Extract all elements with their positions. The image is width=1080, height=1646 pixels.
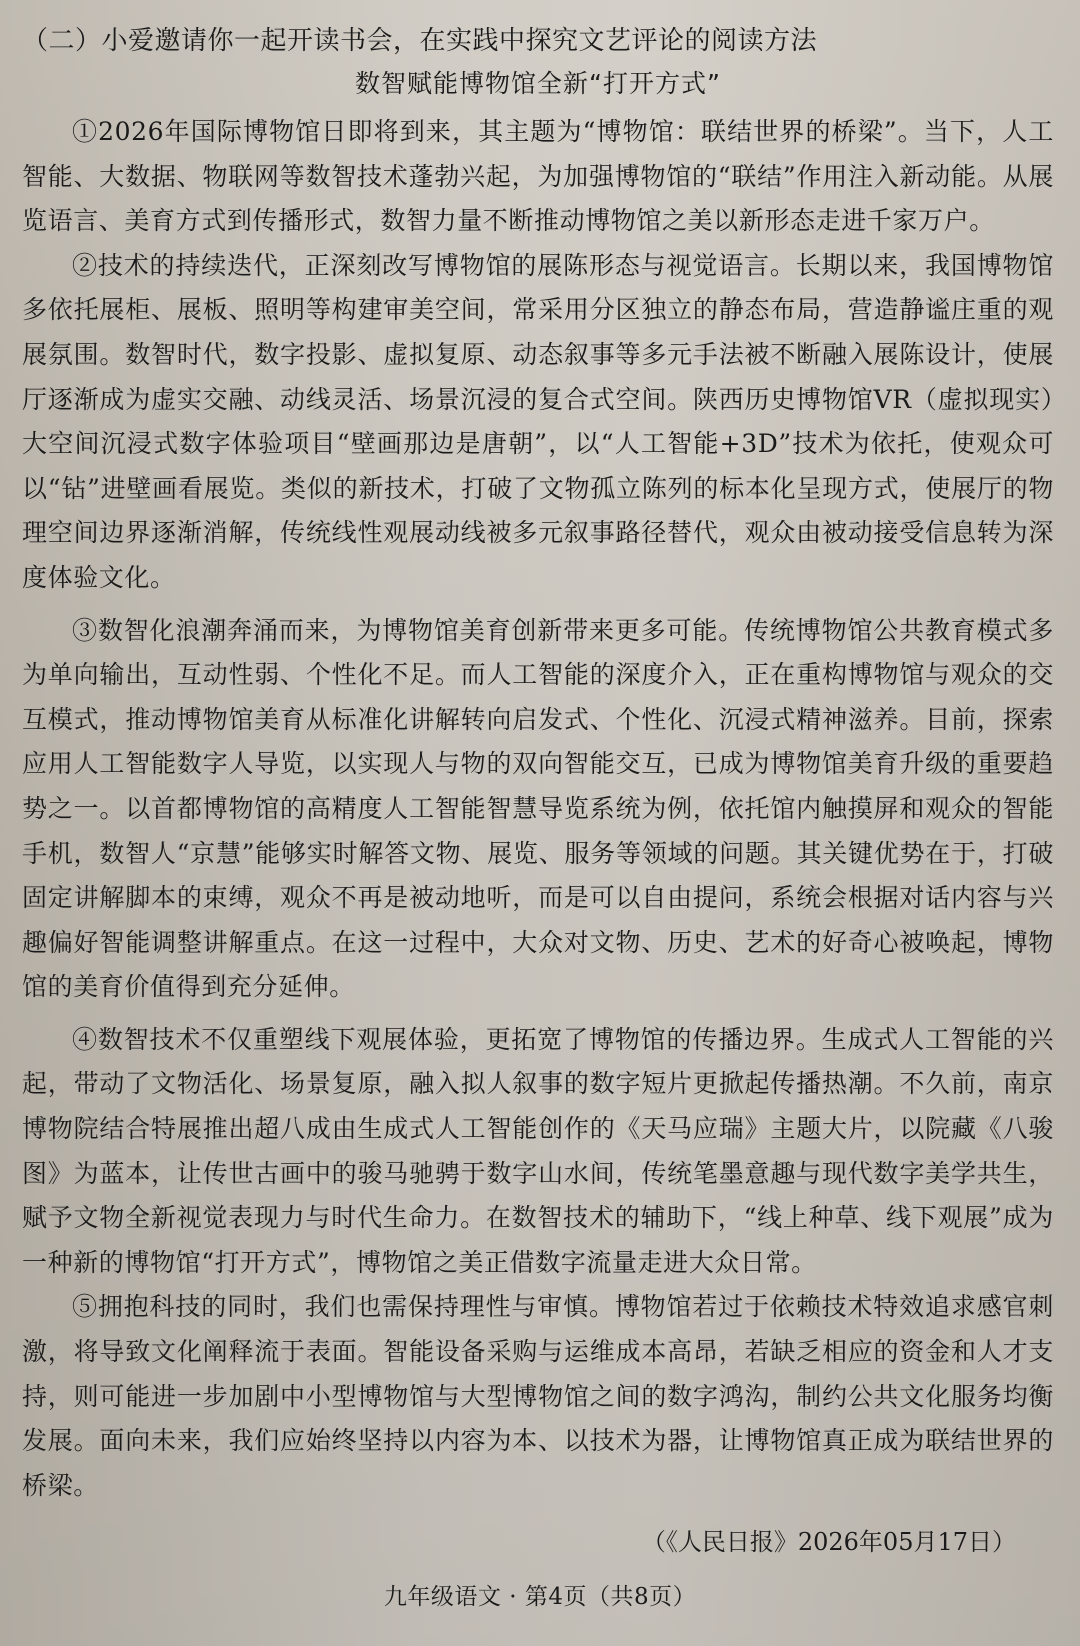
paragraph-4: ④数智技术不仅重塑线下观展体验，更拓宽了博物馆的传播边界。生成式人工智能的兴起，带动了文物活化、场景复原，融入拟人叙事的数字短片更掀起传播热潮。不久前，南京博物院结合特展推出超八成由生成式人工智能创作的《天马应瑞》主题大片，以院藏《八骏图》为蓝本，让传世古画中的骏马驰骋于数字山水间，传统笔墨意趣与现代数字美学共生，赋予文物全新视觉表现力与时代生命力。在数智技术的辅助下，“线上种草、线下观展”成为一种新的博物馆“打开方式”，博物馆之美正借数字流量走进大众日常。 — [22, 1024, 1054, 1277]
article-source: （《人民日报》2026年05月17日） — [641, 1528, 1016, 1557]
paragraph-1: ①2026年国际博物馆日即将到来，其主题为“博物馆：联结世界的桥梁”。当下，人工智能、大数据、物联网等数智技术蓬勃兴起，为加强博物馆的“联结”作用注入新动能。从展览语言、美育方式到传播形式，数智力量不断推动博物馆之美以新形态走进千家万户。 — [22, 117, 1054, 236]
section-heading: （二）小爱邀请你一起开读书会，在实践中探究文艺评论的阅读方法 — [22, 26, 818, 56]
paragraph-2: ②技术的持续迭代，正深刻改写博物馆的展陈形态与视觉语言。长期以来，我国博物馆多依托展柜、展板、照明等构建审美空间，常采用分区独立的静态布局，营造静谧庄重的观展氛围。数智时代，数字投影、虚拟复原、动态叙事等多元手法被不断融入展陈设计，使展厅逐渐成为虚实交融、动线灵活、场景沉浸的复合式空间。陕西历史博物馆VR（虚拟现实）大空间沉浸式数字体验项目“壁画那边是唐朝”，以“人工智能+3D”技术为依托，使观众可以“钻”进壁画看展览。类似的新技术，打破了文物孤立陈列的标本化呈现方式，使展厅的物理空间边界逐渐消解，传统线性观展动线被多元叙事路径替代，观众由被动接受信息转为深度体验文化。 — [22, 250, 1054, 592]
page-footer: 九年级语文 · 第4页（共8页） — [383, 1584, 697, 1610]
paragraph-5: ⑤拥抱科技的同时，我们也需保持理性与审慎。博物馆若过于依赖技术特效追求感官刺激，将导致文化阐释流于表面。智能设备采购与运维成本高昂，若缺乏相应的资金和人才支持，则可能进一步加剧中小型博物馆与大型博物馆之间的数字鸿沟，制约公共文化服务均衡发展。面向未来，我们应始终坚持以内容为本、以技术为器，让博物馆真正成为联结世界的桥梁。 — [22, 1292, 1054, 1500]
paragraph-3: ③数智化浪潮奔涌而来，为博物馆美育创新带来更多可能。传统博物馆公共教育模式多为单向输出，互动性弱、个性化不足。而人工智能的深度介入，正在重构博物馆与观众的交互模式，推动博物馆美育从标准化讲解转向启发式、个性化、沉浸式精神滋养。目前，探索应用人工智能数字人导览，以实现人与物的双向智能交互，已成为博物馆美育升级的重要趋势之一。以首都博物馆的高精度人工智能智慧导览系统为例，依托馆内触摸屏和观众的智能手机，数智人“京慧”能够实时解答文物、展览、服务等领域的问题。其关键优势在于，打破固定讲解脚本的束缚，观众不再是被动地听，而是可以自由提问，系统会根据对话内容与兴趣偏好智能调整讲解重点。在这一过程中，大众对文物、历史、艺术的好奇心被唤起，博物馆的美育价值得到充分延伸。 — [22, 615, 1054, 1002]
article-title: 数智赋能博物馆全新“打开方式” — [355, 69, 721, 98]
